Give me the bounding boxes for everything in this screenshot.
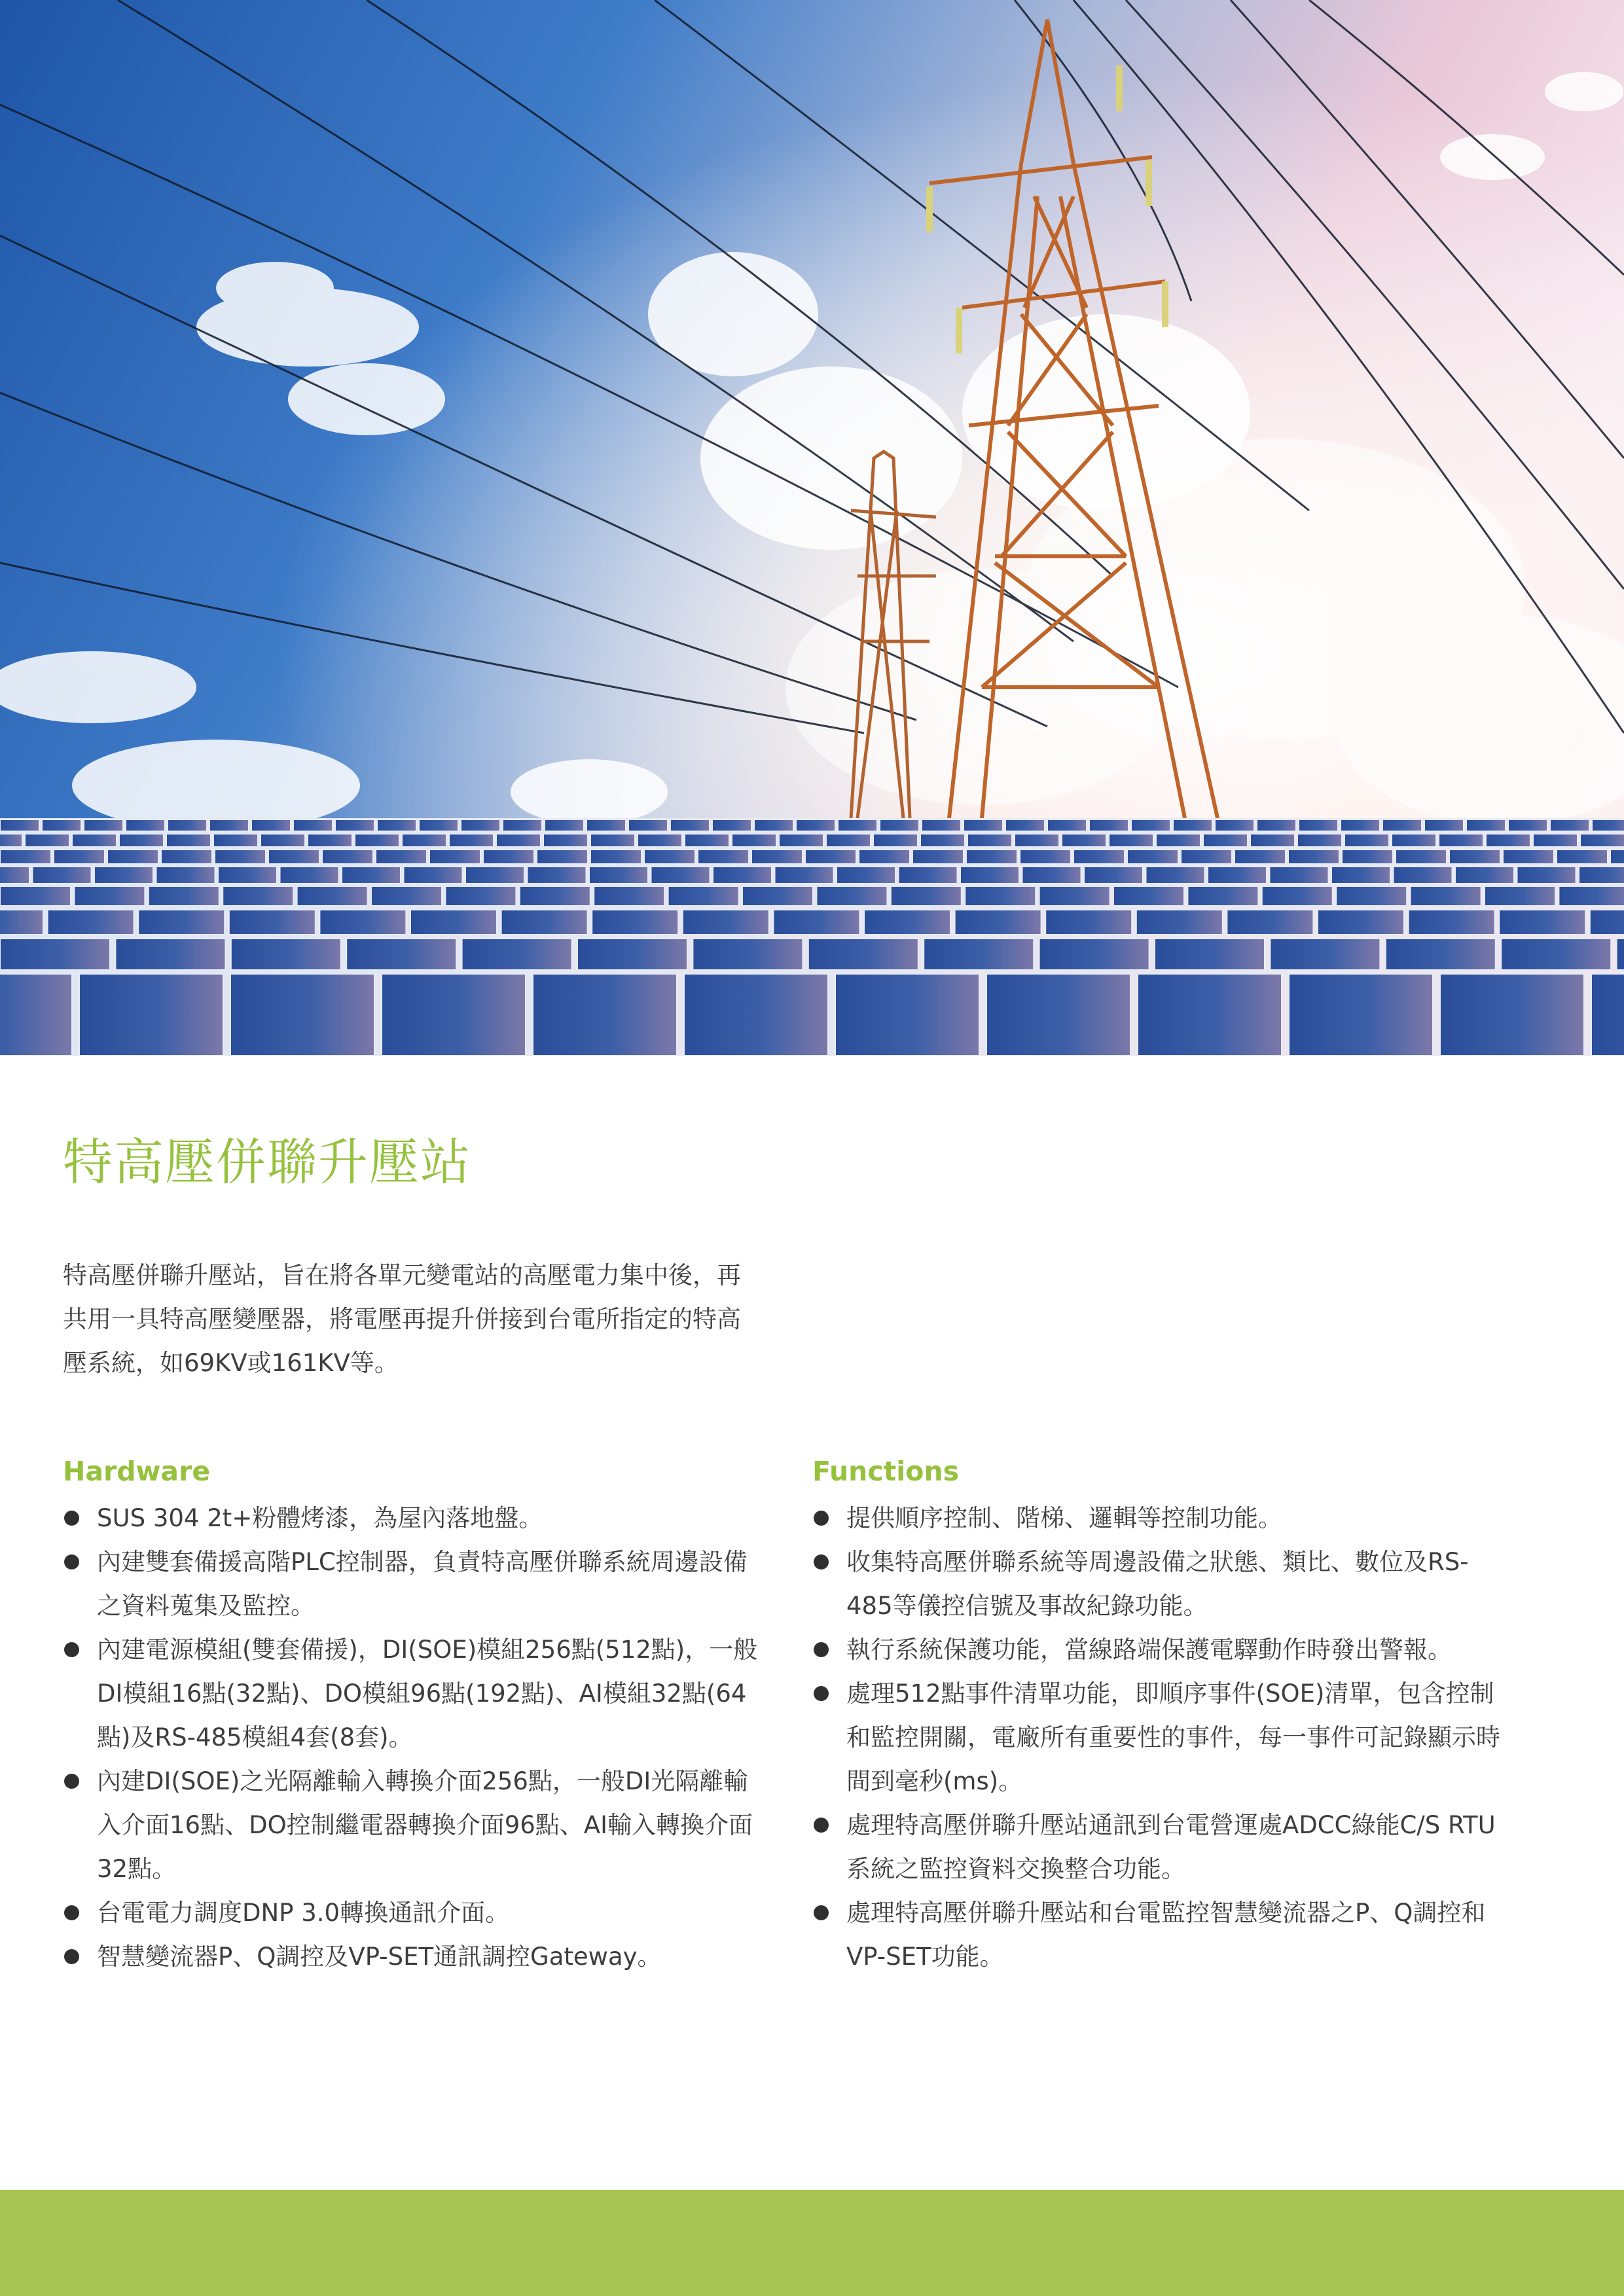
bullet-icon xyxy=(814,1642,829,1657)
list-item xyxy=(63,1935,763,1979)
list-item-text: 收集特高壓併聯系統等周邊設備之狀態、類比、數位及RS-485等儀控信號及事故紀錄功能。 xyxy=(846,1548,1469,1620)
list-item xyxy=(63,1891,763,1935)
list-item xyxy=(812,1628,1513,1672)
bullet-icon xyxy=(814,1905,829,1920)
list-item-text: 內建雙套備援高階PLC控制器，負責特高壓併聯系統周邊設備之資料蒐集及監控。 xyxy=(97,1548,748,1620)
bullet-icon xyxy=(64,1511,79,1526)
list-item-text: 內建電源模組(雙套備援)，DI(SOE)模組256點(512點)，一般DI模組16點(32點)、DO模組96點(192點)、AI模組32點(64點)及RS-485模組4套(8套)。 xyxy=(97,1636,758,1751)
footer-band xyxy=(0,2190,1624,2296)
functions-list xyxy=(812,1496,1513,1979)
hero-photo xyxy=(0,0,1624,1056)
list-item xyxy=(812,1891,1513,1979)
list-item xyxy=(812,1540,1513,1628)
functions-section xyxy=(812,1452,1513,1979)
list-item-text: 處理512點事件清單功能，即順序事件(SOE)清單，包含控制和監控開關，電廠所有重要性的事件，每一事件可記錄顯示時間到毫秒(ms)。 xyxy=(846,1679,1500,1795)
hardware-section xyxy=(63,1452,763,1979)
list-item-text: 提供順序控制、階梯、邏輯等控制功能。 xyxy=(846,1504,1282,1532)
list-item xyxy=(812,1672,1513,1803)
intro-paragraph: 特高壓併聯升壓站，旨在將各單元變電站的高壓電力集中後，再共用一具特高壓變壓器，將電壓再提升併接到台電所指定的特高壓系統，如69KV或161KV等。 xyxy=(63,1261,741,1377)
bullet-icon xyxy=(814,1511,829,1526)
bullet-icon xyxy=(64,1554,79,1570)
list-item xyxy=(812,1496,1513,1540)
bullet-icon xyxy=(64,1774,79,1789)
list-item-text: SUS 304 2t+粉體烤漆，為屋內落地盤。 xyxy=(97,1504,543,1532)
list-item xyxy=(63,1628,763,1759)
list-item-text: 智慧變流器P、Q調控及VP-SET通訊調控Gateway。 xyxy=(97,1943,662,1971)
bullet-icon xyxy=(64,1949,79,1964)
list-item-text: 內建DI(SOE)之光隔離輸入轉換介面256點，一般DI光隔離輸入介面16點、DO控制繼電器轉換介面96點、AI輸入轉換介面32點。 xyxy=(97,1767,753,1883)
list-item-text: 執行系統保護功能，當線路端保護電驛動作時發出警報。 xyxy=(846,1636,1452,1664)
list-item xyxy=(63,1540,763,1628)
hardware-list xyxy=(63,1496,763,1979)
list-item-text: 處理特高壓併聯升壓站和台電監控智慧變流器之P、Q調控和VP-SET功能。 xyxy=(846,1899,1486,1971)
bullet-icon xyxy=(814,1818,829,1833)
bullet-icon xyxy=(64,1642,79,1657)
functions-heading: Functions xyxy=(812,1456,960,1487)
bullet-icon xyxy=(814,1686,829,1701)
list-item-text: 處理特高壓併聯升壓站通訊到台電營運處ADCC綠能C/S RTU系統之監控資料交換整合功能。 xyxy=(846,1811,1496,1883)
list-item-text: 台電電力調度DNP 3.0轉換通訊介面。 xyxy=(97,1899,510,1927)
page-title: 特高壓併聯升壓站 xyxy=(63,1133,471,1191)
list-item xyxy=(63,1759,763,1891)
hardware-heading: Hardware xyxy=(63,1456,211,1487)
list-item xyxy=(812,1803,1513,1891)
bullet-icon xyxy=(64,1905,79,1920)
list-item xyxy=(63,1496,763,1540)
bullet-icon xyxy=(814,1554,829,1570)
